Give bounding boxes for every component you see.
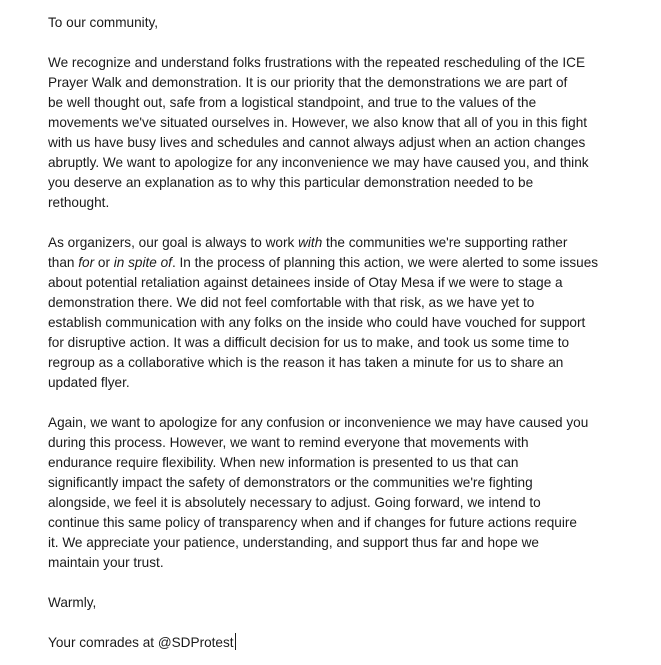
letter-body <box>48 13 654 653</box>
paragraph-1-line: movements we've situated ourselves in. However, we also know that all of you in this fight <box>48 115 588 130</box>
paragraph-3-line: it. We appreciate your patience, understanding, and support thus far and hope we <box>48 535 539 550</box>
paragraph-1-line: you deserve an explanation as to why this particular demonstration needed to be <box>48 175 534 190</box>
paragraph-2 <box>48 233 654 393</box>
paragraph-2-line: demonstration there. We did not feel comfortable with that risk, as we have yet to <box>48 295 535 310</box>
paragraph-1 <box>48 53 654 213</box>
text-run: the communities we're supporting rather <box>322 235 568 250</box>
paragraph-3-line: during this process. However, we want to remind everyone that movements with <box>48 435 529 450</box>
paragraph-2-line <box>48 253 654 273</box>
paragraph-1-line: be well thought out, safe from a logistical standpoint, and true to the values of the <box>48 95 537 110</box>
emphasis-in-spite-of: in spite of <box>113 255 172 270</box>
emphasis-with: with <box>298 235 323 250</box>
paragraph-2-line: regroup as a collaborative which is the reason it has taken a minute for us to share an <box>48 355 564 370</box>
paragraph-3 <box>48 413 654 573</box>
paragraph-2-line: establish communication with any folks on the inside who could have vouched for support <box>48 315 586 330</box>
paragraph-1-line: We recognize and understand folks frustrations with the repeated rescheduling of the ICE <box>48 55 586 70</box>
paragraph-3-line: endurance require flexibility. When new information is presented to us that can <box>48 455 519 470</box>
paragraph-3-line: maintain your trust. <box>48 555 164 570</box>
text-run: than <box>48 255 79 270</box>
signature-line[interactable] <box>48 633 654 653</box>
paragraph-3-line: continue this same policy of transparency when and if changes for future actions require <box>48 515 577 530</box>
paragraph-2-line <box>48 233 654 253</box>
paragraph-1-line: rethought. <box>48 195 110 210</box>
paragraph-1-line: abruptly. We want to apologize for any inconvenience we may have caused you, and think <box>48 155 589 170</box>
signature: Your comrades at @SDProtest <box>48 635 234 650</box>
paragraph-3-line: Again, we want to apologize for any confusion or inconvenience we may have caused you <box>48 415 589 430</box>
paragraph-3-line: significantly impact the safety of demonstrators or the communities we're fighting <box>48 475 533 490</box>
paragraph-3-line: alongside, we feel it is absolutely necessary to adjust. Going forward, we intend to <box>48 495 541 510</box>
text-run: . In the process of planning this action, we were alerted to some issues <box>171 255 599 270</box>
paragraph-2-line: about potential retaliation against detainees inside of Otay Mesa if we were to stage a <box>48 275 563 290</box>
text-run: As organizers, our goal is always to work <box>48 235 299 250</box>
paragraph-2-line: updated flyer. <box>48 375 130 390</box>
paragraph-1-line: Prayer Walk and demonstration. It is our priority that the demonstrations we are part of <box>48 75 568 90</box>
closing: Warmly, <box>48 595 97 610</box>
greeting: To our community, <box>48 15 159 30</box>
text-run: or <box>94 255 114 270</box>
paragraph-2-line: for disruptive action. It was a difficult decision for us to make, and took us some time to <box>48 335 570 350</box>
text-cursor <box>235 633 236 650</box>
paragraph-1-line: with us have busy lives and schedules and cannot always adjust when an action changes <box>48 135 586 150</box>
emphasis-for: for <box>78 255 95 270</box>
